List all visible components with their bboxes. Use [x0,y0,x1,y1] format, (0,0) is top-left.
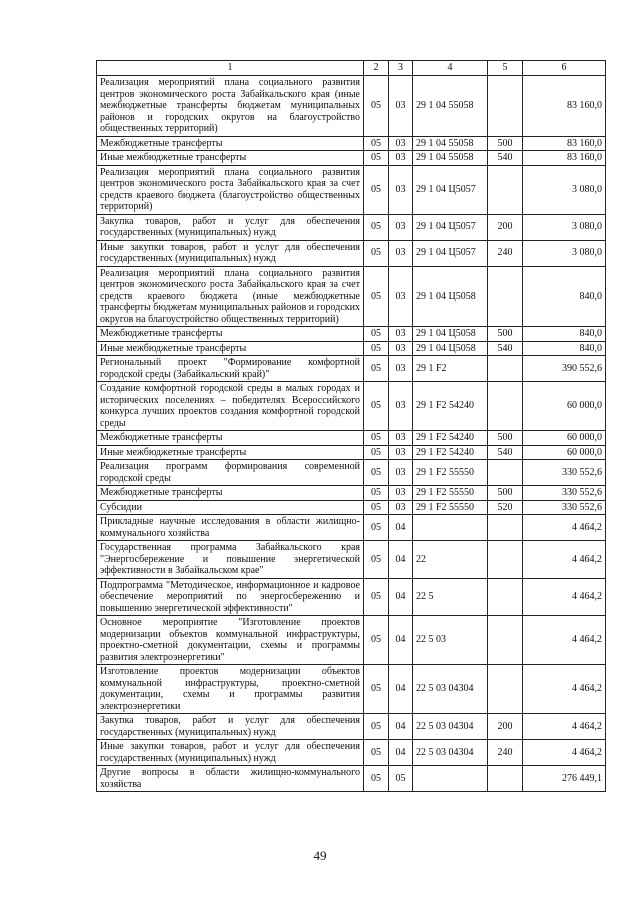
row-section-cell: 05 [364,165,389,214]
row-expense-type-cell [488,766,523,792]
row-name-cell: Межбюджетные трансферты [97,136,364,151]
row-subsection-cell: 03 [389,356,413,382]
row-subsection-cell: 03 [389,240,413,266]
row-section-cell: 05 [364,214,389,240]
row-target-code-cell: 29 1 F2 54240 [413,382,488,431]
header-cell-expense-type: 5 [488,61,523,76]
table-row [97,136,606,151]
header-cell-section: 2 [364,61,389,76]
row-target-code-cell: 22 5 03 04304 [413,714,488,740]
row-subsection-cell: 03 [389,460,413,486]
row-subsection-cell: 04 [389,714,413,740]
table-row [97,356,606,382]
row-subsection-cell: 03 [389,151,413,166]
table-row [97,740,606,766]
row-section-cell: 05 [364,515,389,541]
table-row [97,541,606,579]
row-amount-cell: 60 000,0 [523,445,606,460]
table-row [97,500,606,515]
row-section-cell: 05 [364,266,389,327]
row-expense-type-cell: 500 [488,486,523,501]
row-section-cell: 05 [364,136,389,151]
row-subsection-cell: 03 [389,382,413,431]
row-name-cell: Подпрограмма "Методическое, информационное и кадровое обеспечение мероприятий по энергосбережению и повышению энергетической эффективности" [97,578,364,616]
row-section-cell: 05 [364,431,389,446]
table-row [97,76,606,137]
row-amount-cell: 276 449,1 [523,766,606,792]
row-subsection-cell: 03 [389,486,413,501]
row-expense-type-cell: 500 [488,136,523,151]
row-expense-type-cell [488,76,523,137]
row-expense-type-cell [488,165,523,214]
row-subsection-cell: 03 [389,266,413,327]
row-expense-type-cell [488,515,523,541]
row-expense-type-cell: 240 [488,240,523,266]
row-amount-cell: 60 000,0 [523,382,606,431]
row-target-code-cell: 29 1 F2 54240 [413,431,488,446]
row-amount-cell: 60 000,0 [523,431,606,446]
table-row [97,515,606,541]
row-amount-cell: 840,0 [523,341,606,356]
row-name-cell: Иные закупки товаров, работ и услуг для обеспечения государственных (муниципальных) нужд [97,240,364,266]
row-target-code-cell: 22 [413,541,488,579]
row-subsection-cell: 03 [389,341,413,356]
row-amount-cell: 3 080,0 [523,165,606,214]
row-name-cell: Прикладные научные исследования в области жилищно-коммунального хозяйства [97,515,364,541]
table-row [97,382,606,431]
row-expense-type-cell: 540 [488,341,523,356]
table-row [97,165,606,214]
row-section-cell: 05 [364,460,389,486]
row-expense-type-cell [488,616,523,665]
row-subsection-cell: 03 [389,500,413,515]
row-subsection-cell: 03 [389,136,413,151]
row-expense-type-cell: 240 [488,740,523,766]
row-section-cell: 05 [364,740,389,766]
row-target-code-cell: 29 1 04 Ц5058 [413,266,488,327]
row-name-cell: Иные межбюджетные трансферты [97,151,364,166]
row-section-cell: 05 [364,445,389,460]
table-row [97,327,606,342]
row-section-cell: 05 [364,766,389,792]
row-expense-type-cell [488,356,523,382]
row-expense-type-cell: 540 [488,151,523,166]
row-name-cell: Иные межбюджетные трансферты [97,445,364,460]
row-target-code-cell: 29 1 F2 54240 [413,445,488,460]
row-amount-cell: 4 464,2 [523,714,606,740]
row-amount-cell: 330 552,6 [523,500,606,515]
table-row [97,214,606,240]
row-target-code-cell: 29 1 F2 [413,356,488,382]
row-name-cell: Межбюджетные трансферты [97,327,364,342]
row-amount-cell: 330 552,6 [523,460,606,486]
row-subsection-cell: 04 [389,740,413,766]
row-name-cell: Реализация программ формирования современной городской среды [97,460,364,486]
header-cell-amount: 6 [523,61,606,76]
row-name-cell: Закупка товаров, работ и услуг для обеспечения государственных (муниципальных) нужд [97,714,364,740]
header-cell-subsection: 3 [389,61,413,76]
table-row [97,714,606,740]
row-name-cell: Иные межбюджетные трансферты [97,341,364,356]
row-expense-type-cell: 520 [488,500,523,515]
row-target-code-cell: 22 5 [413,578,488,616]
header-cell-name: 1 [97,61,364,76]
row-target-code-cell: 29 1 04 55058 [413,136,488,151]
row-section-cell: 05 [364,341,389,356]
row-expense-type-cell: 540 [488,445,523,460]
row-target-code-cell: 22 5 03 [413,616,488,665]
row-section-cell: 05 [364,486,389,501]
row-subsection-cell: 04 [389,665,413,714]
row-amount-cell: 4 464,2 [523,578,606,616]
row-expense-type-cell [488,460,523,486]
row-amount-cell: 840,0 [523,327,606,342]
row-name-cell: Иные закупки товаров, работ и услуг для обеспечения государственных (муниципальных) нужд [97,740,364,766]
budget-table-body [97,61,606,792]
row-section-cell: 05 [364,665,389,714]
row-target-code-cell: 29 1 04 Ц5058 [413,327,488,342]
row-name-cell: Государственная программа Забайкальского края "Энергосбережение и повышение энергетической эффективности в Забайкальском крае" [97,541,364,579]
row-name-cell: Региональный проект "Формирование комфортной городской среды (Забайкальский край)" [97,356,364,382]
row-amount-cell: 4 464,2 [523,665,606,714]
row-name-cell: Другие вопросы в области жилищно-коммунального хозяйства [97,766,364,792]
row-subsection-cell: 05 [389,766,413,792]
table-row [97,240,606,266]
table-row [97,266,606,327]
table-row [97,616,606,665]
table-row [97,578,606,616]
row-name-cell: Реализация мероприятий плана социального развития центров экономического роста Забайкальского края за счет средств краевого бюджета (иные межбюджетные трансферты бюджетам муниципальных районов и городских округов на благоустройство общественных территорий) [97,266,364,327]
row-section-cell: 05 [364,541,389,579]
row-subsection-cell: 04 [389,578,413,616]
row-name-cell: Межбюджетные трансферты [97,431,364,446]
row-subsection-cell: 03 [389,214,413,240]
page-number: 49 [313,848,327,863]
row-target-code-cell: 29 1 F2 55550 [413,500,488,515]
row-amount-cell: 4 464,2 [523,740,606,766]
row-target-code-cell: 22 5 03 04304 [413,665,488,714]
row-amount-cell: 4 464,2 [523,616,606,665]
row-name-cell: Закупка товаров, работ и услуг для обеспечения государственных (муниципальных) нужд [97,214,364,240]
row-amount-cell: 3 080,0 [523,214,606,240]
row-name-cell: Реализация мероприятий плана социального развития центров экономического роста Забайкальского края (иные межбюджетные трансферты бюджетам муниципальных районов и городских округов на благоустройство общественных территорий) [97,76,364,137]
row-section-cell: 05 [364,240,389,266]
row-amount-cell: 840,0 [523,266,606,327]
row-expense-type-cell: 500 [488,327,523,342]
row-section-cell: 05 [364,500,389,515]
row-target-code-cell: 29 1 F2 55550 [413,460,488,486]
row-section-cell: 05 [364,616,389,665]
row-target-code-cell [413,766,488,792]
row-target-code-cell: 29 1 04 Ц5057 [413,165,488,214]
table-row [97,431,606,446]
row-target-code-cell [413,515,488,541]
row-section-cell: 05 [364,578,389,616]
row-expense-type-cell [488,382,523,431]
row-expense-type-cell [488,665,523,714]
row-name-cell: Субсидии [97,500,364,515]
table-row [97,151,606,166]
row-section-cell: 05 [364,76,389,137]
table-row [97,486,606,501]
row-subsection-cell: 03 [389,165,413,214]
row-target-code-cell: 29 1 F2 55550 [413,486,488,501]
row-expense-type-cell: 500 [488,431,523,446]
row-expense-type-cell [488,578,523,616]
row-name-cell: Создание комфортной городской среды в малых городах и исторических поселениях – победителях Всероссийского конкурса лучших проектов создания комфортной городской среды [97,382,364,431]
row-amount-cell: 330 552,6 [523,486,606,501]
row-expense-type-cell: 200 [488,214,523,240]
row-expense-type-cell: 200 [488,714,523,740]
row-target-code-cell: 22 5 03 04304 [413,740,488,766]
row-name-cell: Основное мероприятие "Изготовление проектов модернизации объектов коммунальной инфраструктуры, проектно-сметной документации, схемы и программы развития электроэнергетики" [97,616,364,665]
row-name-cell: Межбюджетные трансферты [97,486,364,501]
row-name-cell: Реализация мероприятий плана социального развития центров экономического роста Забайкальского края за счет средств краевого бюджета (благоустройство общественных территорий) [97,165,364,214]
row-section-cell: 05 [364,714,389,740]
row-target-code-cell: 29 1 04 55058 [413,76,488,137]
row-target-code-cell: 29 1 04 Ц5057 [413,214,488,240]
row-target-code-cell: 29 1 04 Ц5058 [413,341,488,356]
row-amount-cell: 83 160,0 [523,136,606,151]
row-subsection-cell: 03 [389,431,413,446]
row-subsection-cell: 03 [389,76,413,137]
row-expense-type-cell [488,266,523,327]
row-section-cell: 05 [364,151,389,166]
row-section-cell: 05 [364,327,389,342]
header-cell-target-code: 4 [413,61,488,76]
table-row [97,341,606,356]
table-row [97,766,606,792]
row-target-code-cell: 29 1 04 Ц5057 [413,240,488,266]
budget-table [96,60,606,792]
row-name-cell: Изготовление проектов модернизации объектов коммунальной инфраструктуры, проектно-сметной документации, схемы и программы развития электроэнергетики [97,665,364,714]
row-amount-cell: 83 160,0 [523,76,606,137]
row-target-code-cell: 29 1 04 55058 [413,151,488,166]
row-expense-type-cell [488,541,523,579]
row-amount-cell: 4 464,2 [523,515,606,541]
row-subsection-cell: 04 [389,541,413,579]
row-section-cell: 05 [364,382,389,431]
row-subsection-cell: 04 [389,616,413,665]
row-amount-cell: 83 160,0 [523,151,606,166]
table-row [97,460,606,486]
row-subsection-cell: 03 [389,445,413,460]
table-row [97,445,606,460]
table-row [97,665,606,714]
row-section-cell: 05 [364,356,389,382]
table-header-row [97,61,606,76]
row-amount-cell: 390 552,6 [523,356,606,382]
row-subsection-cell: 04 [389,515,413,541]
row-amount-cell: 4 464,2 [523,541,606,579]
row-subsection-cell: 03 [389,327,413,342]
row-amount-cell: 3 080,0 [523,240,606,266]
